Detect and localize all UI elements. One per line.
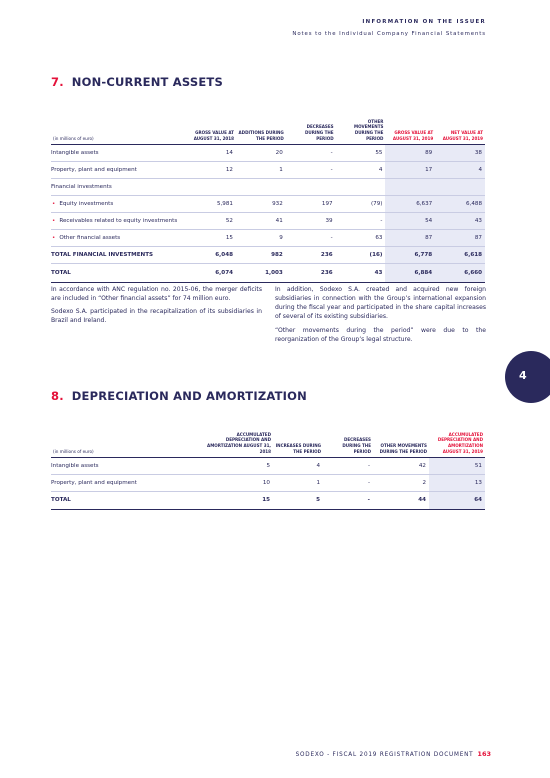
paragraph: In accordance with ANC regulation no. 2015-06, the merger deficits are included in “Other financial assets” for 74 million euro. [51, 286, 262, 303]
cell: 15 [205, 491, 273, 509]
cell: - [323, 457, 373, 474]
cell: - [286, 229, 336, 246]
section-number: 7. [51, 75, 64, 89]
bullet-icon: • [52, 217, 56, 224]
section-8-title [51, 389, 307, 403]
cell: 1 [236, 161, 286, 178]
table-row [51, 457, 485, 474]
cell: 6,048 [180, 246, 236, 263]
table-row [51, 161, 485, 178]
column-header: DECREASES DURING THE PERIOD [304, 124, 334, 141]
cell: 41 [236, 212, 286, 229]
row-label-text: Equity investments [59, 200, 114, 207]
cell: 6,778 [385, 246, 435, 263]
row-label: TOTAL FINANCIAL INVESTMENTS [51, 246, 180, 263]
cell: 44 [373, 491, 429, 509]
section-number: 8. [51, 389, 64, 403]
cell: - [286, 144, 336, 161]
column-header: ADDITIONS DURING THE PERIOD [238, 130, 284, 141]
cell: 4 [273, 457, 323, 474]
notes-left-column [51, 285, 262, 330]
column-header: ACCUMULATED DEPRECIATION AND AMORTIZATION AUGUST 31, 2019 [437, 431, 483, 454]
cell [180, 178, 236, 195]
cell: 54 [385, 212, 435, 229]
row-label [51, 195, 180, 212]
cell: 87 [385, 229, 435, 246]
cell: 4 [336, 161, 386, 178]
row-label: TOTAL [51, 263, 180, 282]
cell: 6,637 [385, 195, 435, 212]
cell: 6,660 [435, 263, 485, 282]
column-header: OTHER MOVEMENTS DURING THE PERIOD [354, 118, 384, 141]
table-row [51, 474, 485, 491]
cell [435, 178, 485, 195]
table-row [51, 195, 485, 212]
cell: 2 [373, 474, 429, 491]
cell [336, 178, 386, 195]
cell: 10 [205, 474, 273, 491]
cell: 87 [435, 229, 485, 246]
row-label-text: Receivables related to equity investments [59, 217, 178, 224]
row-label: Intangible assets [51, 457, 205, 474]
cell: 39 [286, 212, 336, 229]
row-label: Financial investments [51, 178, 180, 195]
paragraph: Sodexo S.A. participated in the recapitalization of its subsidiaries in Brazil and Ireland. [51, 308, 262, 325]
cell: 236 [286, 246, 336, 263]
table-row [51, 178, 485, 195]
cell: 12 [180, 161, 236, 178]
running-header-title: INFORMATION ON THE ISSUER [362, 19, 486, 25]
row-label: TOTAL [51, 491, 205, 509]
table-row [51, 246, 485, 263]
unit-label: (in millions of euro) [53, 135, 94, 141]
page-footer [296, 750, 491, 758]
row-label [51, 212, 180, 229]
cell: 236 [286, 263, 336, 282]
table-row [51, 491, 485, 509]
cell: 932 [236, 195, 286, 212]
cell: 6,074 [180, 263, 236, 282]
cell [385, 178, 435, 195]
chapter-tab[interactable] [505, 351, 550, 403]
cell: 5 [205, 457, 273, 474]
section-title-text: DEPRECIATION AND AMORTIZATION [71, 389, 307, 403]
cell: 6,618 [435, 246, 485, 263]
section-title-text: NON-CURRENT ASSETS [71, 75, 223, 89]
cell: 63 [336, 229, 386, 246]
cell: 14 [180, 144, 236, 161]
cell: 6,488 [435, 195, 485, 212]
cell: 52 [180, 212, 236, 229]
page-number: 163 [477, 750, 491, 758]
notes-right-column [275, 285, 486, 348]
running-header-subtitle: Notes to the Individual Company Financial Statements [292, 31, 486, 37]
cell: 55 [336, 144, 386, 161]
cell: 13 [429, 474, 485, 491]
cell: - [336, 212, 386, 229]
cell: - [323, 491, 373, 509]
cell: 5,981 [180, 195, 236, 212]
cell: 1,003 [236, 263, 286, 282]
cell: (79) [336, 195, 386, 212]
cell: - [323, 474, 373, 491]
section-7-title [51, 75, 223, 89]
cell: 15 [180, 229, 236, 246]
paragraph: In addition, Sodexo S.A. created and acquired new foreign subsidiaries in connection with the Group’s international expansion during the fiscal year and participated in the share capital increases of several of its existing subsidiaries. [275, 286, 486, 321]
row-label: Property, plant and equipment [51, 474, 205, 491]
cell: 89 [385, 144, 435, 161]
cell: 43 [435, 212, 485, 229]
paragraph: “Other movements during the period” were due to the reorganization of the Group’s legal structure. [275, 326, 486, 343]
row-label-text: Other financial assets [59, 234, 121, 241]
cell: (16) [336, 246, 386, 263]
non-current-assets-table [51, 112, 485, 283]
cell: 9 [236, 229, 286, 246]
row-label: Intangible assets [51, 144, 180, 161]
cell: 38 [435, 144, 485, 161]
table-row [51, 212, 485, 229]
bullet-icon: • [52, 234, 56, 241]
cell: 982 [236, 246, 286, 263]
column-header: OTHER MOVEMENTS DURING THE PERIOD [379, 443, 427, 454]
cell: 1 [273, 474, 323, 491]
bullet-icon: • [52, 200, 56, 207]
cell: 5 [273, 491, 323, 509]
column-header: GROSS VALUE AT AUGUST 31, 2019 [392, 130, 434, 141]
cell: 51 [429, 457, 485, 474]
cell [236, 178, 286, 195]
cell [286, 178, 336, 195]
table-row [51, 229, 485, 246]
row-label: Property, plant and equipment [51, 161, 180, 178]
chapter-number: 4 [519, 369, 527, 382]
cell: 20 [236, 144, 286, 161]
table-row [51, 144, 485, 161]
column-header: ACCUMULATED DEPRECIATION AND AMORTIZATION AUGUST 31, 2018 [207, 431, 271, 454]
cell: 197 [286, 195, 336, 212]
unit-label: (in millions of euro) [53, 448, 94, 454]
footer-text: SODEXO - FISCAL 2019 REGISTRATION DOCUMENT [295, 752, 474, 758]
table-row [51, 263, 485, 282]
cell: 17 [385, 161, 435, 178]
cell: 6,884 [385, 263, 435, 282]
column-header: INCREASES DURING THE PERIOD [275, 443, 321, 454]
depreciation-table [51, 425, 485, 510]
cell: - [286, 161, 336, 178]
cell: 64 [429, 491, 485, 509]
column-header: NET VALUE AT AUGUST 31, 2019 [442, 130, 483, 141]
row-label [51, 229, 180, 246]
cell: 42 [373, 457, 429, 474]
cell: 4 [435, 161, 485, 178]
cell: 43 [336, 263, 386, 282]
column-header: GROSS VALUE AT AUGUST 31, 2018 [193, 130, 234, 141]
column-header: DECREASES DURING THE PERIOD [342, 437, 371, 454]
